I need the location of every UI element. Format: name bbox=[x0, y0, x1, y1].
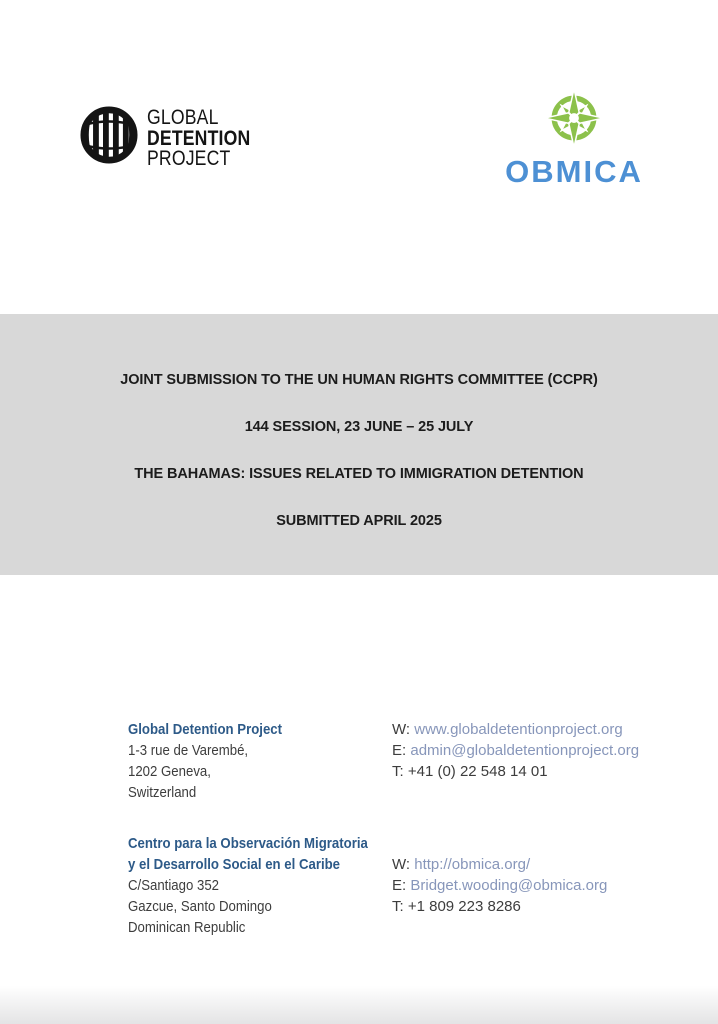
obmica-email-link[interactable]: Bridget.wooding@obmica.org bbox=[410, 877, 608, 894]
obmica-phone-number: +1 809 223 8286 bbox=[407, 898, 521, 915]
email-label: E: bbox=[392, 742, 407, 759]
gdp-phone-number: +41 (0) 22 548 14 01 bbox=[407, 763, 548, 780]
gdp-email-row bbox=[392, 740, 668, 761]
gdp-org-name: Global Detention Project bbox=[128, 721, 283, 738]
gdp-email-link[interactable]: admin@globaldetentionproject.org bbox=[410, 742, 640, 759]
obmica-address-line: C/Santiago 352 bbox=[128, 877, 220, 894]
gdp-wordmark-line3: PROJECT bbox=[147, 146, 231, 170]
website-label: W: bbox=[392, 856, 411, 873]
obmica-logo bbox=[492, 86, 656, 190]
obmica-compass-icon bbox=[541, 86, 607, 157]
title-banner bbox=[0, 314, 718, 575]
obmica-org-name-line2: y el Desarrollo Social en el Caribe bbox=[128, 856, 341, 873]
obmica-phone-row bbox=[392, 896, 668, 917]
gdp-logo bbox=[80, 106, 273, 169]
gdp-globe-bars-icon bbox=[80, 106, 138, 169]
gdp-website-link[interactable]: www.globaldetentionproject.org bbox=[414, 721, 623, 738]
website-label: W: bbox=[392, 721, 411, 738]
obmica-contact-details bbox=[392, 833, 668, 938]
obmica-address-line: Dominican Republic bbox=[128, 919, 246, 936]
title-line-2: 144 SESSION, 23 JUNE – 25 JULY bbox=[244, 419, 474, 435]
page-bottom-shadow bbox=[0, 986, 718, 1024]
obmica-email-row bbox=[392, 875, 668, 896]
gdp-address-block bbox=[128, 719, 360, 803]
gdp-website-row bbox=[392, 719, 668, 740]
title-line-4: SUBMITTED APRIL 2025 bbox=[276, 513, 442, 529]
title-line-1: JOINT SUBMISSION TO THE UN HUMAN RIGHTS COMMITTEE (CCPR) bbox=[120, 372, 598, 388]
phone-label: T: bbox=[392, 898, 404, 915]
gdp-wordmark-line1: GLOBAL bbox=[147, 105, 219, 129]
obmica-website-row bbox=[392, 854, 668, 875]
contact-block-gdp bbox=[128, 719, 668, 803]
obmica-address-line: Gazcue, Santo Domingo bbox=[128, 898, 272, 915]
obmica-address-block bbox=[128, 833, 368, 938]
gdp-contact-details bbox=[392, 719, 668, 803]
gdp-address-line: 1-3 rue de Varembé, bbox=[128, 742, 249, 759]
gdp-wordmark bbox=[147, 107, 250, 169]
obmica-website-link[interactable]: http://obmica.org/ bbox=[414, 856, 531, 873]
phone-label: T: bbox=[392, 763, 404, 780]
email-label: E: bbox=[392, 877, 407, 894]
gdp-address-line: Switzerland bbox=[128, 784, 197, 801]
gdp-address-line: 1202 Geneva, bbox=[128, 763, 211, 780]
contact-block-obmica bbox=[128, 833, 668, 938]
obmica-wordmark: OBMICA bbox=[505, 154, 643, 189]
contact-section bbox=[128, 719, 668, 938]
obmica-org-name-line1: Centro para la Observación Migratoria bbox=[128, 835, 368, 852]
title-line-3: THE BAHAMAS: ISSUES RELATED TO IMMIGRATION DETENTION bbox=[134, 466, 584, 482]
gdp-wordmark-line2: DETENTION bbox=[147, 125, 251, 150]
gdp-phone-row bbox=[392, 761, 668, 782]
